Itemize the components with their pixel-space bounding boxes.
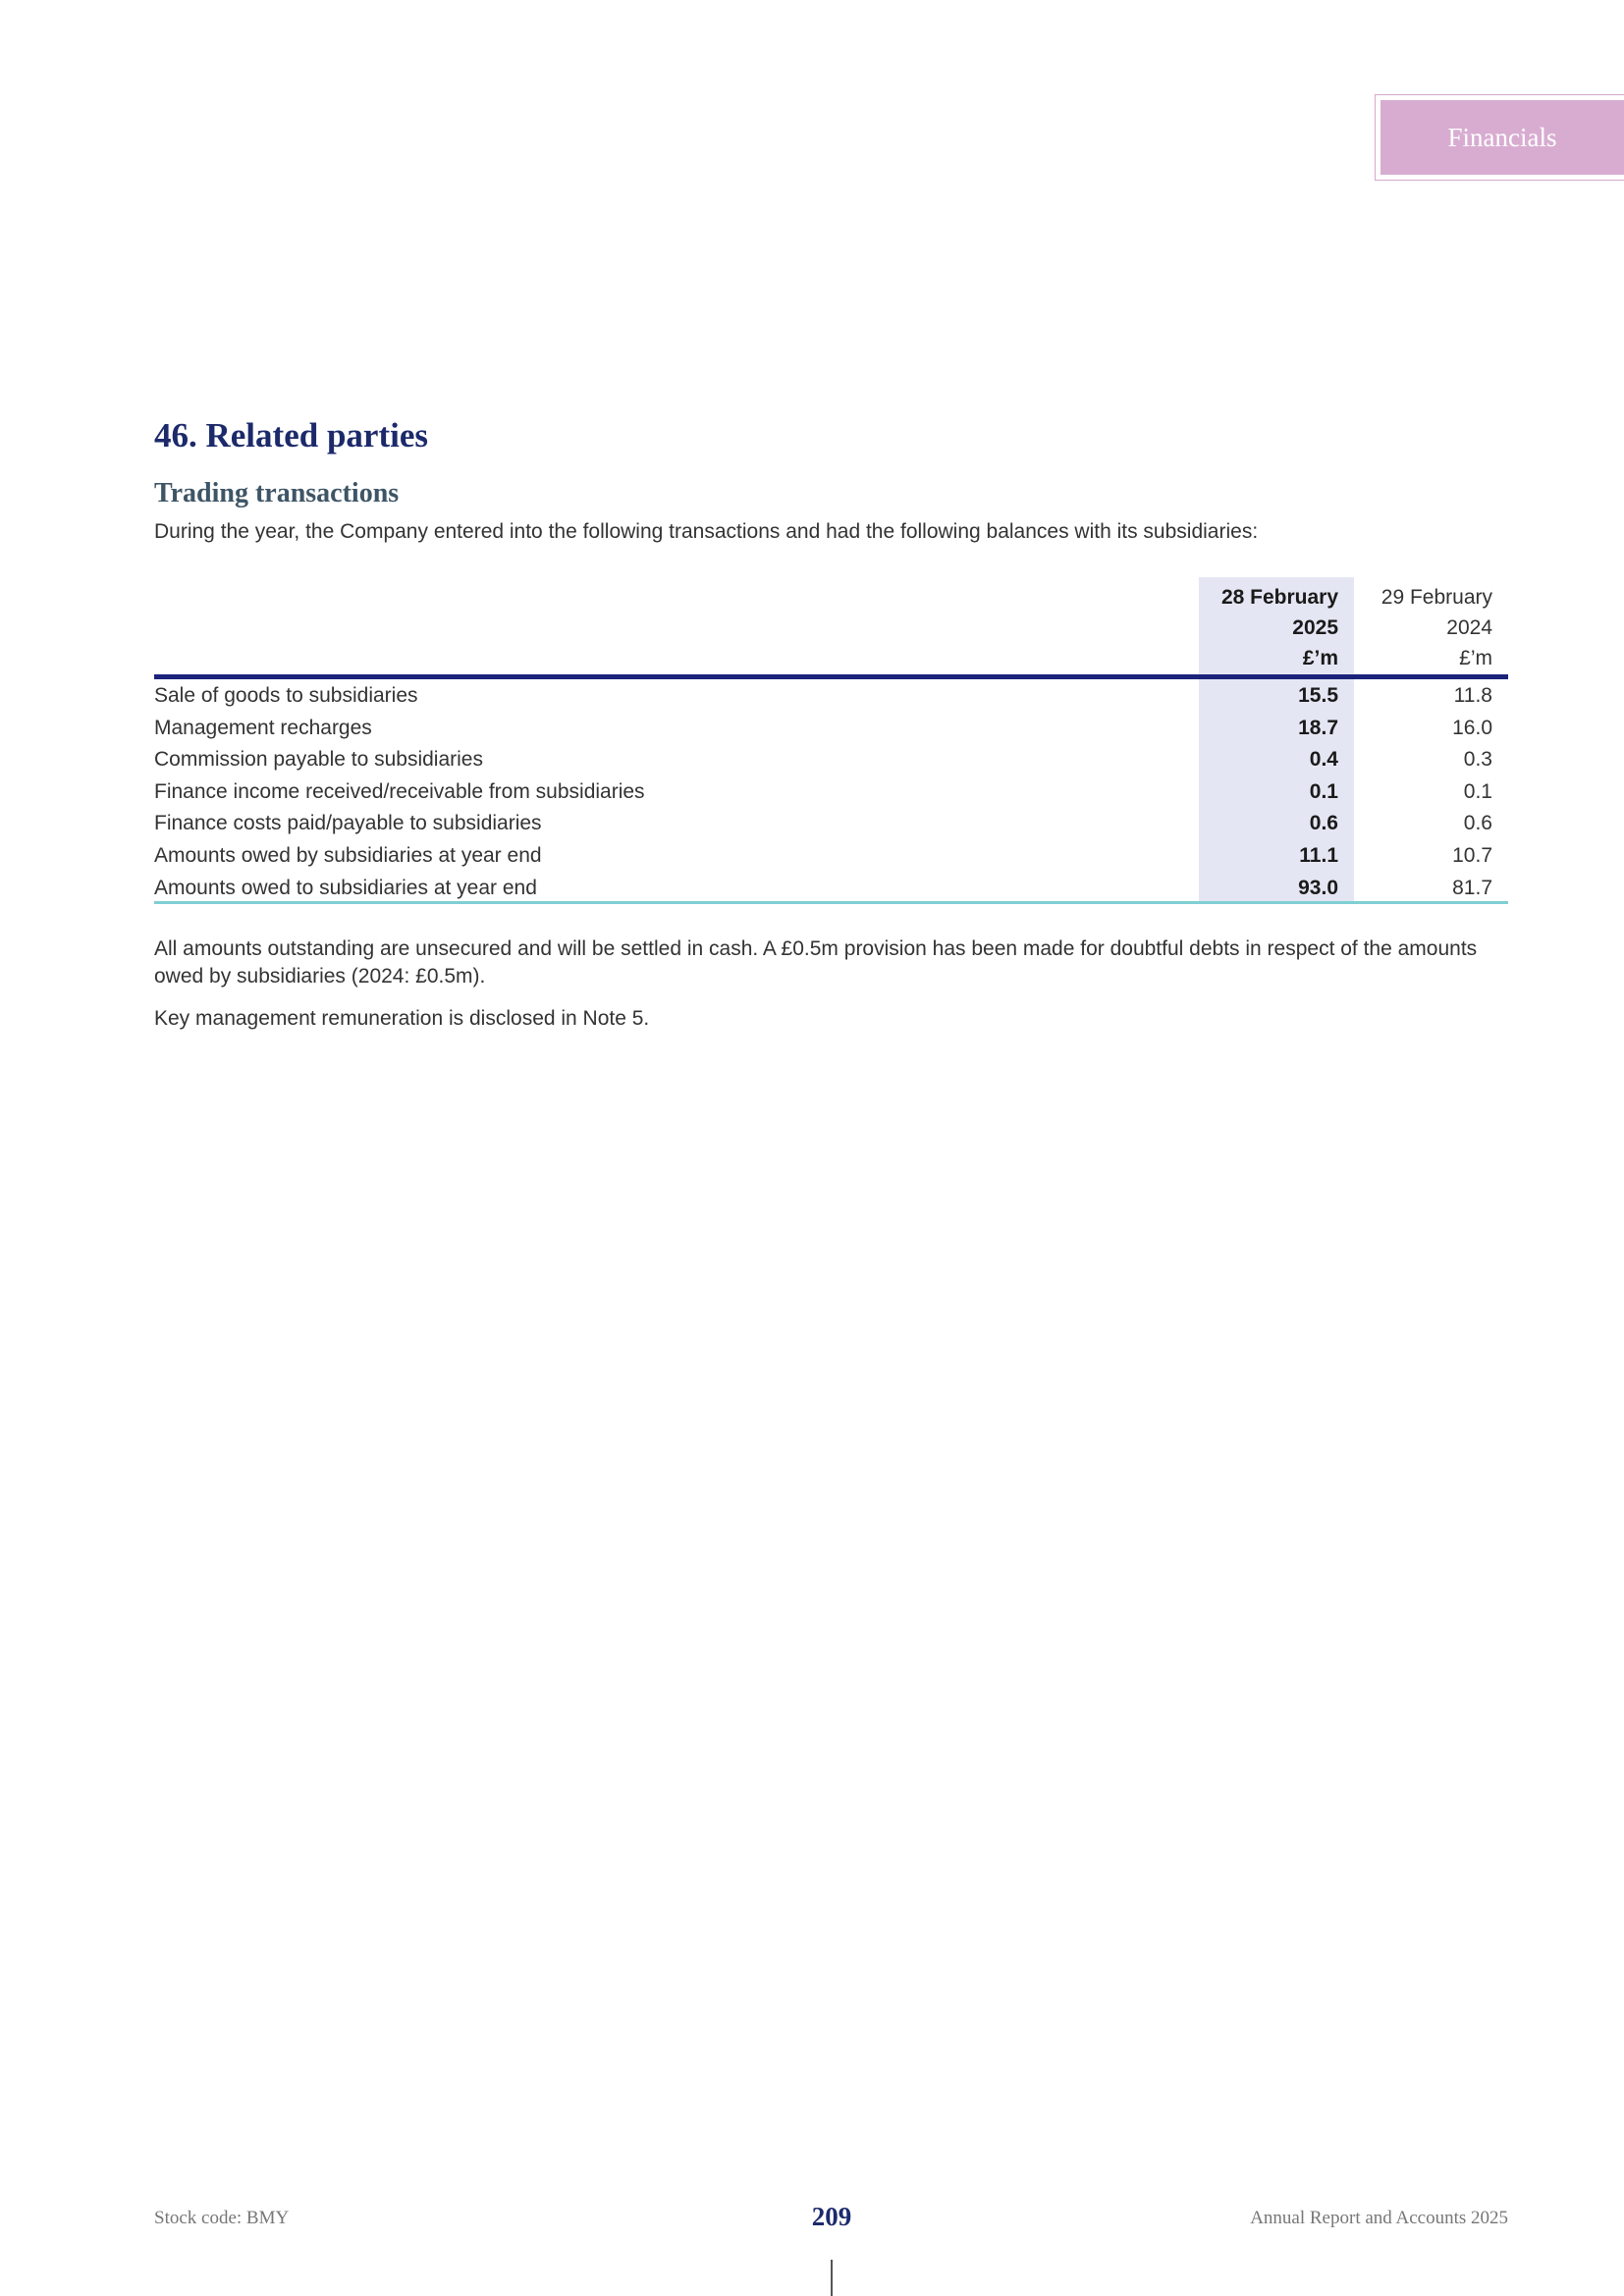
table-body xyxy=(154,680,1508,904)
table-header-rule xyxy=(154,674,1508,679)
row-value-current: 0.1 xyxy=(1309,779,1338,803)
row-value-current: 0.4 xyxy=(1309,748,1338,772)
key-management-paragraph: Key management remuneration is disclosed in Note 5. xyxy=(154,1007,650,1030)
footer-page-number: 209 xyxy=(811,2202,852,2231)
table-row xyxy=(154,808,1508,840)
row-label: Amounts owed to subsidiaries at year end xyxy=(154,876,537,899)
column-header-current xyxy=(1199,582,1338,673)
row-value-prior: 16.0 xyxy=(1452,716,1492,739)
row-value-current: 15.5 xyxy=(1298,684,1338,707)
row-label: Management recharges xyxy=(154,716,372,739)
row-label: Commission payable to subsidiaries xyxy=(154,748,483,772)
row-value-current: 93.0 xyxy=(1298,876,1338,899)
table-row xyxy=(154,713,1508,745)
row-value-prior: 11.8 xyxy=(1453,684,1492,707)
section-tab xyxy=(1380,100,1624,175)
row-value-current: 11.1 xyxy=(1299,843,1338,867)
row-value-prior: 0.3 xyxy=(1463,748,1492,772)
table-footer-rule xyxy=(154,901,1508,904)
row-value-prior: 0.1 xyxy=(1463,779,1492,803)
table-row xyxy=(154,840,1508,873)
row-value-current: 0.6 xyxy=(1309,812,1338,835)
row-label: Amounts owed by subsidiaries at year end xyxy=(154,843,542,867)
row-value-prior: 0.6 xyxy=(1463,812,1492,835)
row-value-prior: 81.7 xyxy=(1452,876,1492,899)
column-header-current-year: 2025 xyxy=(1292,616,1338,639)
table-row xyxy=(154,680,1508,713)
footer-stock-code: Stock code: BMY xyxy=(154,2208,290,2228)
column-header-prior xyxy=(1354,582,1492,673)
note-title: 46. Related parties xyxy=(154,416,428,454)
row-label: Sale of goods to subsidiaries xyxy=(154,684,418,707)
row-label: Finance income received/receivable from subsidiaries xyxy=(154,779,645,803)
row-label: Finance costs paid/payable to subsidiaries xyxy=(154,812,542,835)
column-header-prior-unit: £’m xyxy=(1459,647,1492,669)
footer-divider xyxy=(831,2260,833,2296)
column-header-prior-date: 29 February xyxy=(1380,586,1492,609)
footer-report-title: Annual Report and Accounts 2025 xyxy=(1250,2208,1508,2228)
table-row xyxy=(154,873,1508,905)
outstanding-amounts-paragraph: All amounts outstanding are unsecured and will be settled in cash. A £0.5m provision has been made for doubtful debts in respect of the amounts owed by subsidiaries (2024: £0.5m). xyxy=(154,937,1478,988)
note-subtitle: Trading transactions xyxy=(154,478,400,508)
section-tab-label: Financials xyxy=(1447,122,1557,152)
column-header-current-unit: £’m xyxy=(1302,647,1338,669)
column-header-current-date: 28 February xyxy=(1220,586,1338,609)
row-value-prior: 10.7 xyxy=(1452,843,1492,867)
note-intro: During the year, the Company entered into the following transactions and had the following balances with its subsidiaries: xyxy=(154,520,1259,543)
column-header-prior-year: 2024 xyxy=(1446,616,1492,639)
table-row xyxy=(154,776,1508,809)
row-value-current: 18.7 xyxy=(1298,716,1338,739)
table-row xyxy=(154,744,1508,776)
